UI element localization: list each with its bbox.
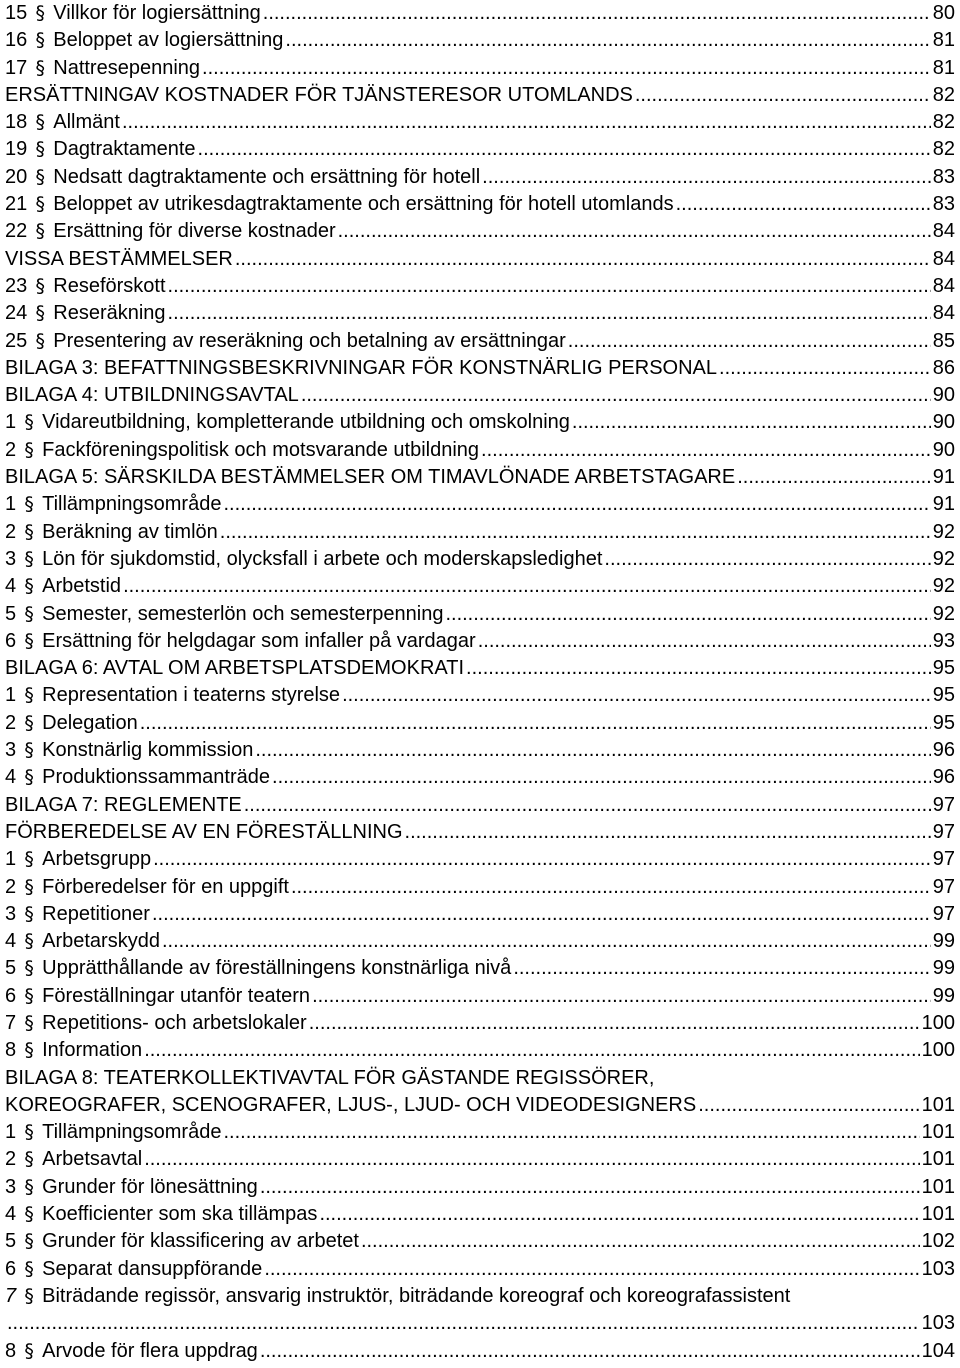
toc-entry-title: Konstnärlig kommission	[42, 739, 254, 762]
toc-entry-title: Beloppet av utrikesdagtraktamente och ersättning för hotell utomlands	[53, 193, 674, 216]
toc-entry	[5, 1338, 955, 1365]
toc-entry-page: 97	[932, 820, 955, 843]
toc-entry-page: 97	[932, 902, 955, 925]
section-sign: §	[24, 1011, 34, 1034]
toc-entry-number: 19	[5, 138, 28, 161]
toc-entry	[5, 437, 955, 464]
toc-entry-title: Nattresepenning	[53, 56, 201, 79]
toc-entry-number: 6	[5, 1257, 17, 1280]
dot-leader	[272, 764, 931, 791]
toc-entry-page: 92	[932, 520, 955, 543]
toc-entry-number: 8	[5, 1039, 17, 1062]
toc-entry-number: 24	[5, 302, 28, 325]
dot-leader	[481, 437, 931, 464]
toc-entry-title: Upprätthållande av föreställningens konstnärliga nivå	[42, 957, 512, 980]
toc-entry-title: Ersättning för helgdagar som infaller på vardagar	[42, 629, 476, 652]
toc-entry-title: Presentering av reseräkning och betalning av ersättningar	[53, 329, 566, 352]
toc-entry-number: 1	[5, 411, 17, 434]
dot-leader	[312, 983, 931, 1010]
toc-entry-page: 101	[921, 1093, 955, 1116]
toc-entry	[5, 355, 955, 382]
toc-entry-page: 95	[932, 711, 955, 734]
toc-entry-page: 90	[932, 384, 955, 407]
toc-entry	[5, 628, 955, 655]
toc-entry	[5, 382, 955, 409]
toc-entry-page: 83	[932, 165, 955, 188]
toc-entry	[5, 164, 955, 191]
section-sign: §	[24, 411, 34, 434]
toc-entry-number: 2	[5, 1148, 17, 1171]
dot-leader	[737, 464, 931, 491]
dot-leader	[122, 109, 931, 136]
toc-entry-number: 5	[5, 957, 17, 980]
dot-leader	[144, 1146, 919, 1173]
toc-entry-page: 103	[921, 1257, 955, 1280]
dot-leader	[342, 682, 931, 709]
toc-entry-page: 95	[932, 684, 955, 707]
toc-entry	[5, 1010, 955, 1037]
toc-entry-page: 100	[921, 1039, 955, 1062]
section-sign: §	[24, 930, 34, 953]
dot-leader	[338, 218, 931, 245]
dot-leader	[153, 846, 931, 873]
toc-entry-number: 1	[5, 1121, 17, 1144]
toc-entry-page: 83	[932, 193, 955, 216]
toc-entry-page: 91	[932, 493, 955, 516]
section-sign: §	[24, 1230, 34, 1253]
section-sign: §	[24, 1175, 34, 1198]
toc-entry-page: 86	[932, 356, 955, 379]
dot-leader	[140, 710, 931, 737]
section-sign: §	[35, 193, 45, 216]
toc-entry	[5, 901, 955, 928]
toc-entry-number: 17	[5, 56, 28, 79]
section-sign: §	[35, 2, 45, 24]
section-sign: §	[24, 438, 34, 461]
dot-leader	[123, 573, 931, 600]
toc-entry-number: 5	[5, 1230, 17, 1253]
section-sign: §	[35, 220, 45, 243]
dot-leader	[244, 792, 931, 819]
dot-leader	[319, 1201, 919, 1228]
toc-entry	[5, 519, 955, 546]
dot-leader	[202, 55, 931, 82]
toc-entry-page: 99	[932, 957, 955, 980]
toc-entry-number: 2	[5, 711, 17, 734]
section-sign: §	[24, 1121, 34, 1144]
toc-entry-page: 82	[932, 138, 955, 161]
table-of-contents	[5, 0, 955, 1365]
toc-entry-page: 84	[932, 274, 955, 297]
dot-leader	[635, 82, 931, 109]
toc-entry-number: 2	[5, 875, 17, 898]
toc-entry	[5, 1092, 955, 1119]
toc-entry-title: BILAGA 8: TEATERKOLLEKTIVAVTAL FÖR GÄSTANDE REGISSÖRER,	[5, 1066, 655, 1089]
dot-leader	[255, 737, 930, 764]
toc-entry	[5, 328, 955, 355]
toc-entry-number: 4	[5, 930, 17, 953]
toc-entry-title: Dagtraktamente	[53, 138, 196, 161]
toc-entry	[5, 1283, 955, 1310]
toc-entry-page: 97	[932, 875, 955, 898]
toc-entry-page: 95	[932, 657, 955, 680]
toc-entry	[5, 546, 955, 573]
toc-entry-number: 3	[5, 902, 17, 925]
toc-entry-page: 90	[932, 438, 955, 461]
section-sign: §	[24, 711, 34, 734]
dot-leader	[260, 1338, 920, 1365]
section-sign: §	[24, 575, 34, 598]
toc-entry-number: 2	[5, 520, 17, 543]
section-sign: §	[35, 56, 45, 79]
toc-entry-title: Föreställningar utanför teatern	[42, 984, 311, 1007]
toc-entry	[5, 1146, 955, 1173]
toc-entry-page: 82	[932, 111, 955, 134]
toc-entry	[5, 737, 955, 764]
toc-entry-page: 97	[932, 848, 955, 871]
toc-entry	[5, 682, 955, 709]
toc-entry-number: 15	[5, 2, 28, 24]
toc-entry	[5, 764, 955, 791]
toc-entry-page: 92	[932, 602, 955, 625]
dot-leader	[572, 409, 931, 436]
toc-entry-title: BILAGA 5: SÄRSKILDA BESTÄMMELSER OM TIMAVLÖNADE ARBETSTAGARE	[5, 466, 736, 489]
dot-leader	[223, 491, 930, 518]
section-sign: §	[24, 684, 34, 707]
toc-entry-title: Repetitioner	[42, 902, 150, 925]
toc-entry-number: 7	[5, 1011, 17, 1034]
dot-leader	[405, 819, 931, 846]
toc-entry	[5, 82, 955, 109]
toc-entry-title: BILAGA 3: BEFATTNINGSBESKRIVNINGAR FÖR KONSTNÄRLIG PERSONAL	[5, 356, 718, 379]
toc-entry	[5, 955, 955, 982]
dot-leader	[285, 27, 930, 54]
toc-entry-number: 3	[5, 1175, 17, 1198]
section-sign: §	[35, 111, 45, 134]
section-sign: §	[24, 1039, 34, 1062]
toc-entry-title: Reseförskott	[53, 274, 166, 297]
toc-entry	[5, 1174, 955, 1201]
toc-entry-title: Grunder för klassificering av arbetet	[42, 1230, 359, 1253]
toc-entry	[5, 109, 955, 136]
dot-leader	[719, 355, 931, 382]
toc-entry-page: 91	[932, 466, 955, 489]
section-sign: §	[35, 302, 45, 325]
toc-entry-number: 5	[5, 602, 17, 625]
toc-entry-title: Representation i teaterns styrelse	[42, 684, 341, 707]
section-sign: §	[24, 739, 34, 762]
dot-leader	[223, 1119, 919, 1146]
dot-leader	[301, 382, 931, 409]
toc-entry-title: Nedsatt dagtraktamente och ersättning för hotell	[53, 165, 481, 188]
toc-entry-page: 96	[932, 739, 955, 762]
section-sign: §	[24, 875, 34, 898]
toc-entry-title: Förberedelser för en uppgift	[42, 875, 289, 898]
section-sign: §	[24, 520, 34, 543]
toc-entry	[5, 27, 955, 54]
toc-entry-title: Beräkning av timlön	[42, 520, 218, 543]
toc-entry-title: Vidareutbildning, kompletterande utbildning och omskolning	[42, 411, 570, 434]
toc-entry-page: 96	[932, 766, 955, 789]
toc-entry-page: 84	[932, 302, 955, 325]
toc-entry	[5, 1310, 955, 1337]
dot-leader	[144, 1037, 919, 1064]
section-sign: §	[35, 329, 45, 352]
toc-entry-title: KOREOGRAFER, SCENOGRAFER, LJUS-, LJUD- OCH VIDEODESIGNERS	[5, 1093, 697, 1116]
section-sign: §	[24, 957, 34, 980]
section-sign: §	[35, 138, 45, 161]
toc-entry	[5, 1256, 955, 1283]
toc-entry-title: Semester, semesterlön och semesterpenning	[42, 602, 444, 625]
toc-entry-number: 6	[5, 984, 17, 1007]
toc-entry-number: 4	[5, 575, 17, 598]
dot-leader	[235, 246, 931, 273]
toc-entry-page: 82	[932, 83, 955, 106]
toc-entry	[5, 819, 955, 846]
toc-entry	[5, 218, 955, 245]
toc-entry	[5, 409, 955, 436]
toc-entry	[5, 464, 955, 491]
section-sign: §	[24, 902, 34, 925]
toc-entry-page: 84	[932, 247, 955, 270]
toc-entry-number: 2	[5, 438, 17, 461]
toc-entry	[5, 136, 955, 163]
section-sign: §	[24, 602, 34, 625]
toc-entry-title: Lön för sjukdomstid, olycksfall i arbete och moderskapsledighet	[42, 547, 603, 570]
toc-entry	[5, 491, 955, 518]
dot-leader	[698, 1092, 919, 1119]
dot-leader	[361, 1228, 920, 1255]
toc-entry-page: 90	[932, 411, 955, 434]
toc-entry-page: 104	[921, 1339, 955, 1362]
toc-entry-title: VISSA BESTÄMMELSER	[5, 247, 233, 270]
section-sign: §	[35, 274, 45, 297]
toc-entry-title: BILAGA 6: AVTAL OM ARBETSPLATSDEMOKRATI	[5, 657, 465, 680]
toc-entry-number: 8	[5, 1339, 17, 1362]
toc-entry-title: Allmänt	[53, 111, 120, 134]
toc-entry-title: Arvode för flera uppdrag	[42, 1339, 258, 1362]
dot-leader	[198, 136, 931, 163]
toc-entry-page: 85	[932, 329, 955, 352]
toc-entry-number: 16	[5, 29, 28, 52]
dot-leader	[260, 1174, 920, 1201]
toc-entry	[5, 601, 955, 628]
toc-entry-number: 4	[5, 1203, 17, 1226]
dot-leader	[7, 1310, 920, 1337]
toc-entry	[5, 792, 955, 819]
dot-leader	[309, 1010, 920, 1037]
toc-entry-page: 101	[921, 1175, 955, 1198]
toc-entry-title: Tillämpningsområde	[42, 493, 222, 516]
toc-entry	[5, 573, 955, 600]
toc-entry-title: BILAGA 4: UTBILDNINGSAVTAL	[5, 384, 299, 407]
toc-entry-number: 4	[5, 766, 17, 789]
toc-entry-title: Arbetarskydd	[42, 930, 160, 953]
dot-leader	[263, 0, 931, 27]
toc-entry-page: 84	[932, 220, 955, 243]
section-sign: §	[24, 1148, 34, 1171]
toc-entry-title: Fackföreningspolitisk och motsvarande utbildning	[42, 438, 480, 461]
toc-entry-page: 101	[921, 1121, 955, 1144]
toc-entry-title: Repetitions- och arbetslokaler	[42, 1011, 307, 1034]
toc-entry-number: 3	[5, 547, 17, 570]
toc-entry-number: 1	[5, 848, 17, 871]
section-sign: §	[24, 1203, 34, 1226]
section-sign: §	[24, 629, 34, 652]
toc-entry-title: Delegation	[42, 711, 138, 734]
toc-entry-number: 25	[5, 329, 28, 352]
dot-leader	[482, 164, 931, 191]
toc-entry	[5, 1119, 955, 1146]
toc-entry	[5, 191, 955, 218]
section-sign: §	[24, 1284, 34, 1307]
toc-entry-number: 1	[5, 493, 17, 516]
toc-entry-number: 3	[5, 739, 17, 762]
dot-leader	[466, 655, 931, 682]
toc-entry-title: Arbetsgrupp	[42, 848, 152, 871]
dot-leader	[168, 300, 931, 327]
toc-entry-number: 18	[5, 111, 28, 134]
toc-entry-title: Beloppet av logiersättning	[53, 29, 284, 52]
section-sign: §	[35, 165, 45, 188]
toc-entry	[5, 710, 955, 737]
toc-entry-title: Reseräkning	[53, 302, 166, 325]
toc-entry-page: 93	[932, 629, 955, 652]
toc-entry	[5, 874, 955, 901]
toc-entry	[5, 273, 955, 300]
toc-entry	[5, 983, 955, 1010]
toc-entry-title: Ersättning för diverse kostnader	[53, 220, 336, 243]
dot-leader	[264, 1256, 919, 1283]
toc-entry-page: 101	[921, 1203, 955, 1226]
section-sign: §	[24, 766, 34, 789]
section-sign: §	[24, 848, 34, 871]
toc-entry-page: 99	[932, 930, 955, 953]
toc-entry-page: 80	[932, 2, 955, 24]
toc-entry-title: Villkor för logiersättning	[53, 2, 261, 24]
toc-entry-page: 92	[932, 575, 955, 598]
toc-entry-title: Separat dansuppförande	[42, 1257, 263, 1280]
toc-entry-title: FÖRBEREDELSE AV EN FÖRESTÄLLNING	[5, 820, 403, 843]
toc-entry-title: BILAGA 7: REGLEMENTE	[5, 793, 242, 816]
toc-entry-title: Tillämpningsområde	[42, 1121, 222, 1144]
toc-entry	[5, 1201, 955, 1228]
toc-entry	[5, 246, 955, 273]
toc-entry-page: 102	[921, 1230, 955, 1253]
section-sign: §	[24, 493, 34, 516]
toc-entry-title: Information	[42, 1039, 143, 1062]
dot-leader	[478, 628, 931, 655]
dot-leader	[168, 273, 931, 300]
toc-entry-page: 97	[932, 793, 955, 816]
toc-entry-title: Biträdande regissör, ansvarig instruktör, biträdande koreograf och koreografassistent	[42, 1284, 791, 1307]
toc-entry-title: Produktionssammanträde	[42, 766, 271, 789]
toc-entry-title: Arbetstid	[42, 575, 122, 598]
dot-leader	[513, 955, 930, 982]
section-sign: §	[24, 547, 34, 570]
dot-leader	[152, 901, 931, 928]
toc-entry-page: 100	[921, 1011, 955, 1034]
toc-entry-number: 1	[5, 684, 17, 707]
dot-leader	[291, 874, 931, 901]
toc-entry	[5, 55, 955, 82]
toc-entry-number: 22	[5, 220, 28, 243]
dot-leader	[604, 546, 930, 573]
toc-entry	[5, 655, 955, 682]
dot-leader	[676, 191, 931, 218]
toc-entry-title: ERSÄTTNINGAV KOSTNADER FÖR TJÄNSTERESOR UTOMLANDS	[5, 83, 633, 106]
dot-leader	[220, 519, 931, 546]
toc-entry	[5, 300, 955, 327]
section-sign: §	[35, 29, 45, 52]
section-sign: §	[24, 984, 34, 1007]
toc-entry-page: 81	[932, 29, 955, 52]
dot-leader	[162, 928, 931, 955]
toc-entry	[5, 1065, 955, 1092]
toc-entry	[5, 928, 955, 955]
toc-entry	[5, 1037, 955, 1064]
toc-entry-title: Arbetsavtal	[42, 1148, 143, 1171]
toc-entry-page: 92	[932, 547, 955, 570]
section-sign: §	[24, 1339, 34, 1362]
toc-entry-page: 99	[932, 984, 955, 1007]
dot-leader	[445, 601, 930, 628]
section-sign: §	[24, 1257, 34, 1280]
toc-entry-page: 101	[921, 1148, 955, 1171]
toc-entry-title: Grunder för lönesättning	[42, 1175, 258, 1198]
toc-entry-number: 6	[5, 629, 17, 652]
toc-entry-number: 23	[5, 274, 28, 297]
toc-entry	[5, 846, 955, 873]
toc-entry	[5, 1228, 955, 1255]
toc-entry	[5, 0, 955, 27]
dot-leader	[568, 328, 931, 355]
toc-entry-number: 20	[5, 165, 28, 188]
toc-entry-number: 7	[5, 1284, 17, 1307]
toc-entry-number: 21	[5, 193, 28, 216]
toc-entry-title: Koefficienter som ska tillämpas	[42, 1203, 318, 1226]
toc-entry-page: 81	[932, 56, 955, 79]
toc-entry-page: 103	[921, 1312, 955, 1335]
